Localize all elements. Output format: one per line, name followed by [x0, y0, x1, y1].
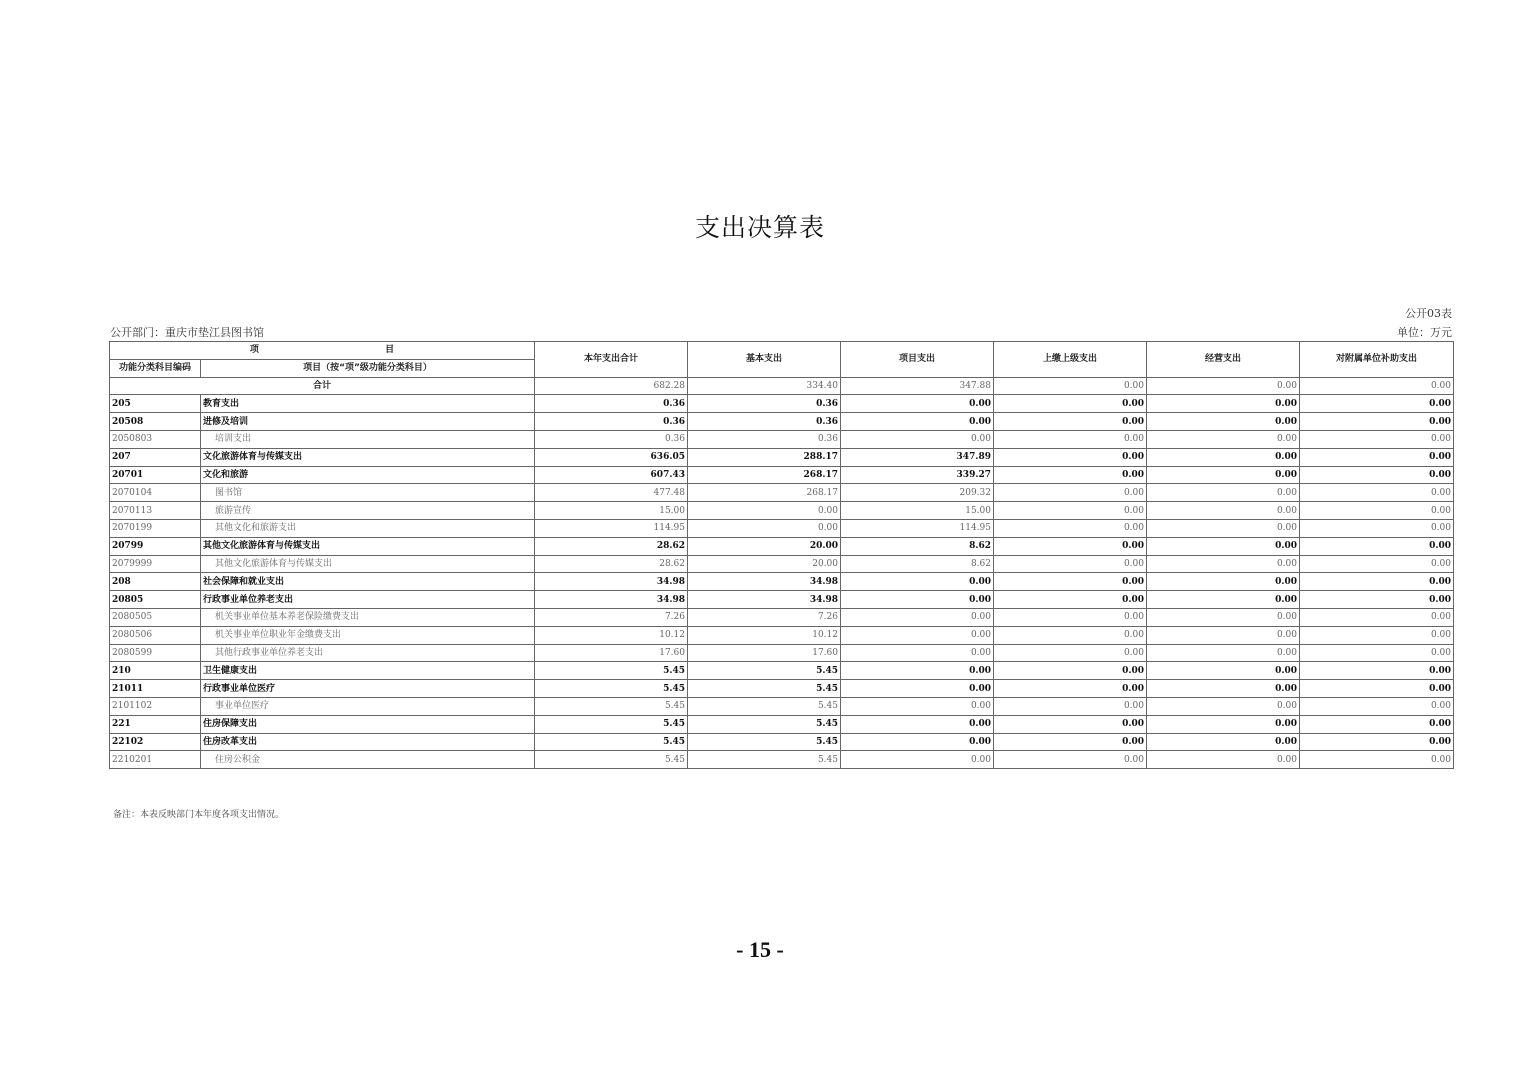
row-code: 210 [110, 662, 201, 680]
row-value: 0.00 [841, 733, 994, 751]
row-value: 5.45 [535, 697, 688, 715]
row-value: 0.00 [1147, 448, 1300, 466]
row-code: 2080505 [110, 608, 201, 626]
table-row [110, 484, 1454, 502]
row-value: 0.00 [841, 608, 994, 626]
row-value: 0.00 [994, 448, 1147, 466]
table-row [110, 697, 1454, 715]
row-value: 0.00 [994, 680, 1147, 698]
row-name: 机关事业单位基本养老保险缴费支出 [201, 608, 535, 626]
page-title: 支出决算表 [694, 213, 825, 242]
row-value: 10.12 [535, 626, 688, 644]
header-code: 功能分类科目编码 [110, 359, 201, 377]
row-value: 0.00 [994, 413, 1147, 431]
row-value: 0.00 [1147, 413, 1300, 431]
row-name: 其他文化旅游体育与传媒支出 [201, 555, 535, 573]
row-value: 114.95 [841, 519, 994, 537]
row-value: 5.45 [688, 697, 841, 715]
row-value: 477.48 [535, 484, 688, 502]
row-name: 行政事业单位养老支出 [201, 591, 535, 609]
row-name: 教育支出 [201, 395, 535, 413]
row-name: 社会保障和就业支出 [201, 573, 535, 591]
row-name: 其他行政事业单位养老支出 [201, 644, 535, 662]
department-label: 公开部门：重庆市垫江县图书馆 [110, 326, 264, 339]
page-number: - 15 - [736, 937, 784, 962]
row-value: 0.00 [1147, 662, 1300, 680]
row-value: 5.45 [535, 662, 688, 680]
row-code: 20805 [110, 591, 201, 609]
row-value: 0.00 [1147, 466, 1300, 484]
row-value: 5.45 [535, 751, 688, 769]
table-row [110, 751, 1454, 769]
row-value: 0.00 [1300, 608, 1454, 626]
row-value: 0.00 [1147, 733, 1300, 751]
row-value: 0.00 [841, 430, 994, 448]
row-value: 0.00 [1147, 555, 1300, 573]
table-row [110, 430, 1454, 448]
row-value: 34.98 [535, 591, 688, 609]
row-value: 28.62 [535, 537, 688, 555]
row-code: 2070104 [110, 484, 201, 502]
row-code: 2080506 [110, 626, 201, 644]
table-row [110, 733, 1454, 751]
header-xiang: 项 [249, 345, 259, 356]
table-row [110, 413, 1454, 431]
row-code: 205 [110, 395, 201, 413]
row-value: 0.36 [688, 413, 841, 431]
row-value: 0.00 [1300, 519, 1454, 537]
row-value: 0.00 [1147, 395, 1300, 413]
row-value: 20.00 [688, 555, 841, 573]
row-value: 15.00 [535, 502, 688, 520]
row-value: 0.00 [1147, 573, 1300, 591]
row-value: 0.36 [688, 395, 841, 413]
row-code: 20701 [110, 466, 201, 484]
row-value: 339.27 [841, 466, 994, 484]
row-value: 0.00 [841, 751, 994, 769]
row-value: 5.45 [688, 662, 841, 680]
row-name: 行政事业单位医疗 [201, 680, 535, 698]
total-cell: 0.00 [1300, 377, 1454, 395]
row-value: 268.17 [688, 466, 841, 484]
row-value: 0.36 [535, 413, 688, 431]
total-cell: 0.00 [994, 377, 1147, 395]
row-code: 20508 [110, 413, 201, 431]
row-value: 0.00 [841, 591, 994, 609]
row-value: 0.00 [994, 430, 1147, 448]
row-value: 0.00 [1300, 537, 1454, 555]
expenditure-table [109, 341, 1454, 769]
header-project-exp: 项目支出 [841, 342, 994, 378]
row-value: 0.00 [1300, 733, 1454, 751]
row-code: 208 [110, 573, 201, 591]
row-name: 住房公积金 [201, 751, 535, 769]
row-name: 住房改革支出 [201, 733, 535, 751]
row-value: 607.43 [535, 466, 688, 484]
row-value: 0.00 [994, 555, 1147, 573]
row-value: 288.17 [688, 448, 841, 466]
row-value: 5.45 [535, 680, 688, 698]
row-name: 事业单位医疗 [201, 697, 535, 715]
row-value: 10.12 [688, 626, 841, 644]
row-name: 机关事业单位职业年金缴费支出 [201, 626, 535, 644]
row-value: 0.00 [688, 519, 841, 537]
header-basic: 基本支出 [688, 342, 841, 378]
row-name: 进修及培训 [201, 413, 535, 431]
row-value: 0.36 [535, 395, 688, 413]
row-value: 0.00 [994, 573, 1147, 591]
total-cell: 682.28 [535, 377, 688, 395]
row-value: 5.45 [688, 715, 841, 733]
table-row [110, 662, 1454, 680]
row-value: 0.00 [1147, 697, 1300, 715]
row-value: 0.00 [688, 502, 841, 520]
row-value: 7.26 [535, 608, 688, 626]
table-row [110, 395, 1454, 413]
row-value: 0.00 [994, 502, 1147, 520]
row-value: 0.00 [1300, 555, 1454, 573]
row-value: 8.62 [841, 537, 994, 555]
total-label: 合计 [110, 377, 535, 395]
row-name: 住房保障支出 [201, 715, 535, 733]
row-value: 0.00 [841, 626, 994, 644]
row-code: 207 [110, 448, 201, 466]
table-row [110, 644, 1454, 662]
row-value: 0.00 [841, 644, 994, 662]
row-value: 0.00 [1300, 413, 1454, 431]
row-value: 20.00 [688, 537, 841, 555]
row-value: 0.00 [994, 537, 1147, 555]
table-row [110, 608, 1454, 626]
total-cell: 0.00 [1147, 377, 1300, 395]
row-value: 0.00 [1147, 715, 1300, 733]
row-value: 34.98 [688, 591, 841, 609]
row-value: 0.00 [1147, 484, 1300, 502]
row-value: 0.00 [994, 519, 1147, 537]
table-row [110, 466, 1454, 484]
row-code: 20799 [110, 537, 201, 555]
table-row [110, 626, 1454, 644]
row-value: 268.17 [688, 484, 841, 502]
header-total: 本年支出合计 [535, 342, 688, 378]
row-value: 5.45 [688, 751, 841, 769]
table-row [110, 680, 1454, 698]
row-value: 0.00 [1147, 591, 1300, 609]
row-value: 0.00 [1147, 502, 1300, 520]
footnote: 备注：本表反映部门本年度各项支出情况。 [113, 810, 285, 820]
header-upper: 上缴上级支出 [994, 342, 1147, 378]
row-value: 0.00 [1300, 697, 1454, 715]
table-row [110, 591, 1454, 609]
row-value: 0.00 [1300, 644, 1454, 662]
table-row [110, 448, 1454, 466]
row-value: 0.00 [994, 608, 1147, 626]
row-value: 0.00 [1147, 519, 1300, 537]
row-value: 0.00 [1300, 591, 1454, 609]
row-name: 旅游宣传 [201, 502, 535, 520]
row-value: 17.60 [688, 644, 841, 662]
row-name: 文化和旅游 [201, 466, 535, 484]
row-value: 0.00 [1147, 626, 1300, 644]
row-name: 培训支出 [201, 430, 535, 448]
table-row [110, 573, 1454, 591]
row-code: 2050803 [110, 430, 201, 448]
row-code: 221 [110, 715, 201, 733]
row-value: 0.00 [1300, 395, 1454, 413]
row-value: 5.45 [688, 680, 841, 698]
row-code: 21011 [110, 680, 201, 698]
row-value: 15.00 [841, 502, 994, 520]
row-value: 0.00 [841, 413, 994, 431]
row-value: 0.00 [994, 644, 1147, 662]
row-value: 0.00 [1147, 644, 1300, 662]
unit-label: 单位：万元 [1397, 326, 1452, 339]
row-name: 其他文化旅游体育与传媒支出 [201, 537, 535, 555]
total-cell: 347.88 [841, 377, 994, 395]
table-row [110, 537, 1454, 555]
form-number: 公开03表 [1405, 307, 1452, 320]
row-value: 636.05 [535, 448, 688, 466]
row-value: 0.00 [994, 733, 1147, 751]
row-value: 0.00 [1147, 537, 1300, 555]
row-value: 114.95 [535, 519, 688, 537]
row-value: 0.00 [1300, 626, 1454, 644]
row-value: 0.00 [1300, 751, 1454, 769]
row-value: 8.62 [841, 555, 994, 573]
row-value: 0.00 [841, 715, 994, 733]
row-value: 34.98 [688, 573, 841, 591]
row-code: 2070113 [110, 502, 201, 520]
row-value: 0.00 [841, 662, 994, 680]
row-code: 2070199 [110, 519, 201, 537]
row-value: 0.00 [1300, 573, 1454, 591]
row-value: 0.00 [1300, 715, 1454, 733]
row-name: 文化旅游体育与传媒支出 [201, 448, 535, 466]
row-value: 0.00 [1300, 680, 1454, 698]
row-value: 347.89 [841, 448, 994, 466]
row-value: 0.00 [994, 626, 1147, 644]
row-value: 0.00 [1300, 466, 1454, 484]
row-value: 0.00 [841, 395, 994, 413]
row-name: 其他文化和旅游支出 [201, 519, 535, 537]
total-cell: 334.40 [688, 377, 841, 395]
row-value: 5.45 [688, 733, 841, 751]
row-name: 卫生健康支出 [201, 662, 535, 680]
row-value: 0.00 [994, 662, 1147, 680]
row-value: 0.00 [841, 680, 994, 698]
row-value: 0.00 [1300, 662, 1454, 680]
row-value: 0.00 [994, 751, 1147, 769]
row-value: 0.00 [994, 591, 1147, 609]
row-name: 图书馆 [201, 484, 535, 502]
row-value: 0.00 [1300, 448, 1454, 466]
row-value: 0.00 [994, 466, 1147, 484]
row-code: 2210201 [110, 751, 201, 769]
row-value: 0.00 [1147, 680, 1300, 698]
row-code: 2079999 [110, 555, 201, 573]
row-code: 2101102 [110, 697, 201, 715]
row-value: 0.00 [841, 697, 994, 715]
row-value: 0.36 [535, 430, 688, 448]
row-value: 7.26 [688, 608, 841, 626]
header-mu: 目 [385, 345, 395, 356]
table-row [110, 502, 1454, 520]
row-value: 34.98 [535, 573, 688, 591]
row-value: 0.00 [841, 573, 994, 591]
row-value: 0.36 [688, 430, 841, 448]
row-value: 0.00 [994, 715, 1147, 733]
header-operating: 经营支出 [1147, 342, 1300, 378]
row-code: 22102 [110, 733, 201, 751]
row-value: 209.32 [841, 484, 994, 502]
row-value: 0.00 [994, 484, 1147, 502]
row-value: 0.00 [994, 697, 1147, 715]
table-row [110, 555, 1454, 573]
header-project [110, 342, 535, 360]
row-value: 0.00 [1300, 430, 1454, 448]
row-code: 2080599 [110, 644, 201, 662]
header-name: 项目（按“项”级功能分类科目） [201, 359, 535, 377]
row-value: 0.00 [1300, 502, 1454, 520]
row-value: 0.00 [1300, 484, 1454, 502]
row-value: 0.00 [1147, 430, 1300, 448]
header-subsidy: 对附属单位补助支出 [1300, 342, 1454, 378]
row-value: 5.45 [535, 733, 688, 751]
row-value: 0.00 [1147, 608, 1300, 626]
row-value: 0.00 [994, 395, 1147, 413]
row-value: 5.45 [535, 715, 688, 733]
table-row [110, 715, 1454, 733]
total-row [110, 377, 1454, 395]
row-value: 28.62 [535, 555, 688, 573]
row-value: 0.00 [1147, 751, 1300, 769]
table-row [110, 519, 1454, 537]
row-value: 17.60 [535, 644, 688, 662]
